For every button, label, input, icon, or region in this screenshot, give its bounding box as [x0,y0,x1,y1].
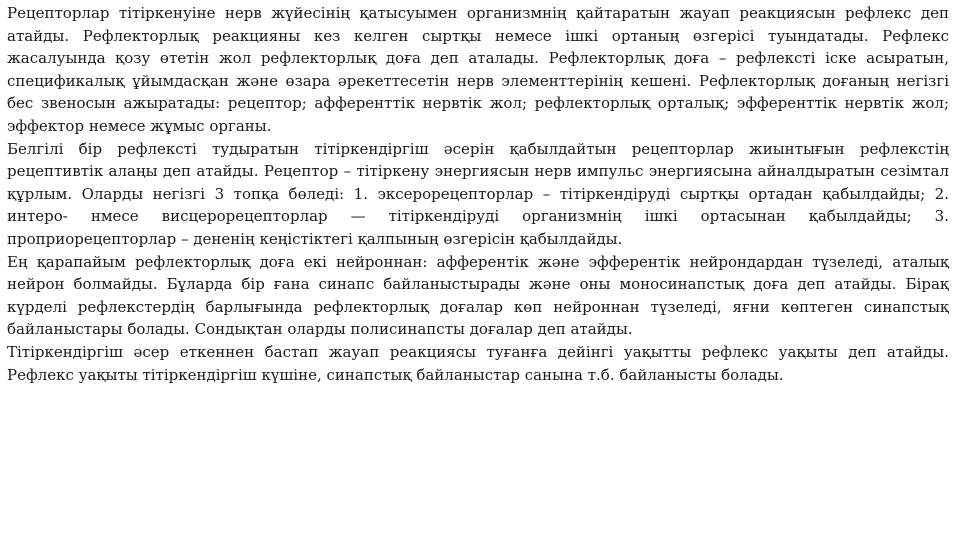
paragraph-reflex-time: Тітіркендіргіш әсер еткеннен бастап жауап реакциясы туғанға дейінгі уақытты рефлекс уақыты деп атайды. Рефлекс уақыты тітіркендіргіш күшіне, синапстық байланыстар санына т.б. байланысты болады. [7,342,949,384]
paragraph-receptive-field: Белгілі бір рефлексті тудыратын тітіркендіргіш әсерін қабылдайтын рецепторлар жиынтығын рефлекстің рецептивтік алаңы деп атайды. Рецептор – тітіркену энергиясын нерв импульс энергиясына айналдыратын сезімтал құрлым. Оларды негізгі 3 топқа бөледі: 1. эксерорецепторлар – тітіркендіруді сыртқы ортадан қабылдайды; 2. интеро- нмесе висцерорецепторлар — тітіркендіруді организмнің ішкі ортасынан қабылдайды; 3. проприорецепторлар – дененің кеңістіктегі қалпының өзгерісін қабылдайды. [7,139,949,248]
document-page [7,2,949,538]
paragraph-reflex-definition: Рецепторлар тітіркенуіне нерв жүйесінің қатысуымен организмнің қайтаратын жауап реакциясын рефлекс деп атайды. Рефлекторлық реакцияны кез келген сыртқы немесе ішкі ортаның өзгерісі туындатады. Рефлекс жасалуында қозу өтетін жол рефлекторлық доға деп аталады. Рефлекторлық доға – рефлексті іске асыратын, спецификалық ұйымдасқан және өзара әрекеттесетін нерв элементтерінің кешені. Рефлекторлық доғаның негізгі бес звеносын ажыратады: рецептор; афференттік нервтік жол; рефлекторлық орталық; эфференттік нервтік жол; эффектор немесе жұмыс органы. [7,4,949,135]
paragraph-reflex-arc-types: Ең қарапайым рефлекторлық доға екі нейроннан: афферентік және эфферентік нейрондардан түзеледі, аталық нейрон болмайды. Бұларда бір ғана синапс байланыстырады және оны моносинапстық доға деп атайды. Бірақ күрделі рефлекстердің барлығында рефлекторлық доғалар көп нейроннан түзеледі, яғни көптеген синапстық байланыстары болады. Сондықтан оларды полисинапсты доғалар деп атайды. [7,252,949,339]
